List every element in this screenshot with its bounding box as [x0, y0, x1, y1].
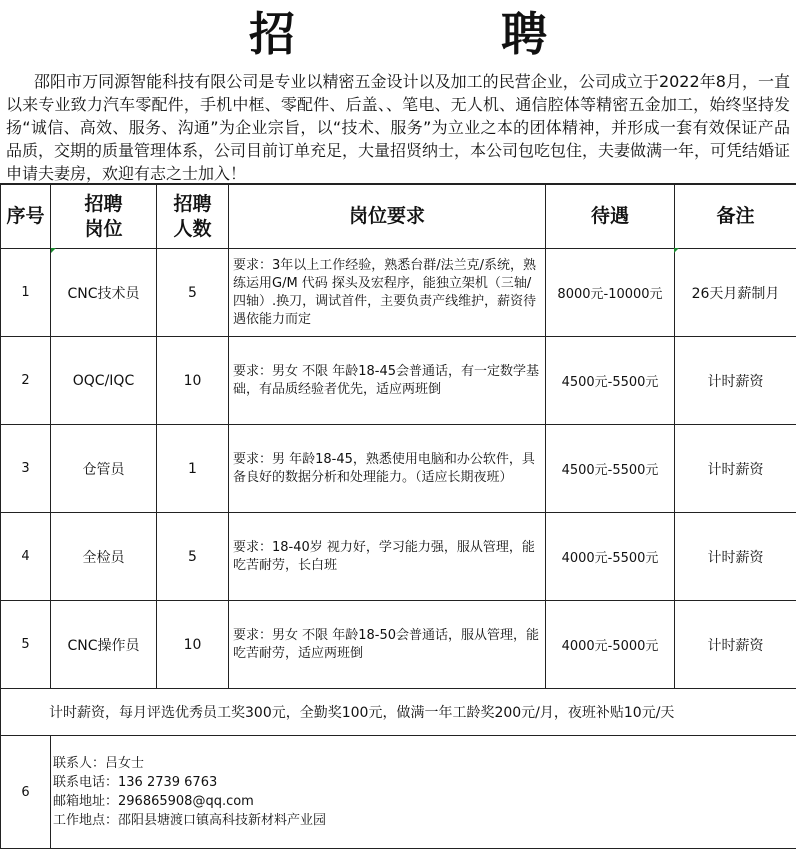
row-index: 3 [1, 425, 51, 513]
row-position: CNC技术员 [51, 249, 157, 337]
contact-address: 工作地点：邵阳县塘渡口镇高科技新材料产业园 [51, 811, 796, 830]
header-remark: 备注 [675, 185, 796, 249]
benefits-note: 计时薪资，每月评选优秀员工奖300元，全勤奖100元，做满一年工龄奖200元/月，夜班补贴10元/天 [1, 689, 796, 736]
row-count: 1 [157, 425, 229, 513]
row-count: 5 [157, 249, 229, 337]
header-count [157, 185, 229, 249]
cell-marker-icon [674, 248, 679, 253]
contact-row [1, 736, 796, 849]
row-remark: 计时薪资 [675, 513, 796, 601]
row-remark: 计时薪资 [675, 337, 796, 425]
row-salary: 4500元-5500元 [546, 337, 675, 425]
row-count: 10 [157, 601, 229, 689]
row-position: CNC操作员 [51, 601, 157, 689]
table-row [1, 425, 796, 513]
row-count: 5 [157, 513, 229, 601]
recruitment-table [0, 184, 796, 849]
row-index: 2 [1, 337, 51, 425]
table-row [1, 249, 796, 337]
header-position [51, 185, 157, 249]
row-requirement: 要求：男女 不限 年龄18-45会普通话，有一定数学基础，有品质经验者优先，适应两班倒 [229, 337, 546, 425]
row-requirement: 要求：男女 不限 年龄18-50会普通话，服从管理，能吃苦耐劳，适应两班倒 [229, 601, 546, 689]
cell-marker-icon [51, 248, 56, 253]
row-index: 5 [1, 601, 51, 689]
contact-email[interactable]: 邮箱地址：296865908@qq.com [51, 792, 796, 811]
row-salary: 8000元-10000元 [546, 249, 675, 337]
row-index: 4 [1, 513, 51, 601]
contact-person: 联系人：吕女士 [51, 754, 796, 773]
row-salary: 4000元-5000元 [546, 601, 675, 689]
header-position-text: 招聘岗位 [82, 192, 126, 242]
row-index: 1 [1, 249, 51, 337]
row-salary: 4500元-5500元 [546, 425, 675, 513]
table-header-row [1, 185, 796, 249]
table-row [1, 513, 796, 601]
row-requirement: 要求：3年以上工作经验，熟悉台群/法兰克/系统，熟练运用G/M 代码 探头及宏程序，能独立架机（三轴/四轴）.换刀，调试首件，主要负责产线维护，薪资待遇依能力而定 [229, 249, 546, 337]
row-salary: 4000元-5500元 [546, 513, 675, 601]
contact-info [51, 736, 796, 849]
header-index: 序号 [1, 185, 51, 249]
header-requirement: 岗位要求 [229, 185, 546, 249]
row-remark: 计时薪资 [675, 601, 796, 689]
page-title: 招 聘 [0, 0, 796, 62]
row-requirement: 要求：男 年龄18-45，熟悉使用电脑和办公软件，具备良好的数据分析和处理能力。（适应长期夜班） [229, 425, 546, 513]
row-position: 仓管员 [51, 425, 157, 513]
row-requirement: 要求：18-40岁 视力好，学习能力强，服从管理，能吃苦耐劳，长白班 [229, 513, 546, 601]
header-count-text: 招聘人数 [171, 192, 215, 242]
row-position: OQC/IQC [51, 337, 157, 425]
row-count: 10 [157, 337, 229, 425]
row-remark: 26天月薪制月 [675, 249, 796, 337]
benefits-note-row [1, 689, 796, 736]
table-row [1, 601, 796, 689]
contact-phone: 联系电话：136 2739 6763 [51, 773, 796, 792]
row-position: 全检员 [51, 513, 157, 601]
company-intro: 邵阳市万同源智能科技有限公司是专业以精密五金设计以及加工的民营企业，公司成立于2022年8月，一直以来专业致力汽车零配件，手机中框、零配件、后盖、、笔电、无人机、通信腔体等精密五金加工，始终坚持发扬“诚信、高效、服务、沟通”为企业宗旨，以“技术、服务”为立业之本的团体精神，并形成一套有效保证产品品质，交期的质量管理体系，公司目前订单充足，大量招贤纳士，本公司包吃包住，夫妻做满一年，可凭结婚证申请夫妻房，欢迎有志之士加入！ [0, 62, 796, 184]
row-remark: 计时薪资 [675, 425, 796, 513]
contact-index: 6 [1, 736, 51, 849]
table-row [1, 337, 796, 425]
header-salary: 待遇 [546, 185, 675, 249]
